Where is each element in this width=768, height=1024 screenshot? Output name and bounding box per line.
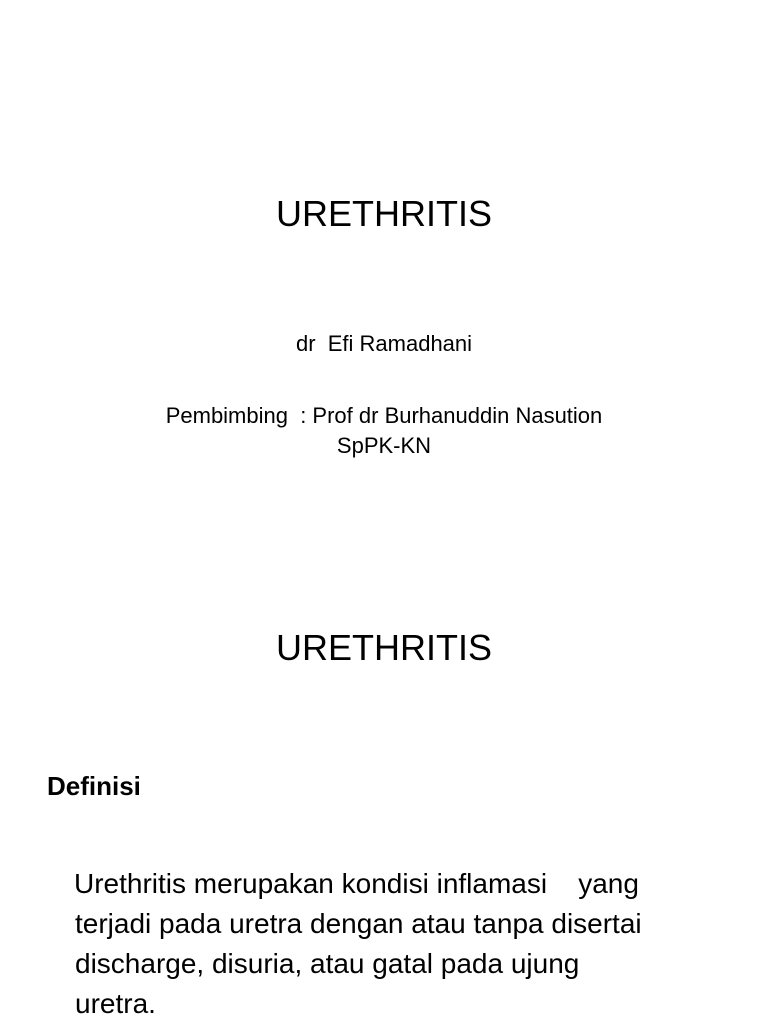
- definition-line: Urethritis merupakan kondisi inflamasi yang: [74, 868, 639, 899]
- supervisor-credential: SpPK-KN: [336, 433, 432, 458]
- definition-text: [60, 864, 740, 1024]
- slide-title: URETHRITIS: [276, 627, 492, 668]
- definition-line: discharge, disuria, atau gatal pada ujung: [75, 948, 580, 979]
- section-heading: Definisi: [47, 771, 141, 801]
- definition-slide: [0, 576, 768, 1024]
- definition-line: uretra.: [75, 988, 156, 1019]
- author-name: dr Efi Ramadhani: [295, 331, 473, 356]
- definition-line: terjadi pada uretra dengan atau tanpa disertai: [75, 908, 642, 939]
- slide-title: URETHRITIS: [276, 193, 492, 234]
- supervisor-line: Pembimbing : Prof dr Burhanuddin Nasution: [165, 403, 603, 428]
